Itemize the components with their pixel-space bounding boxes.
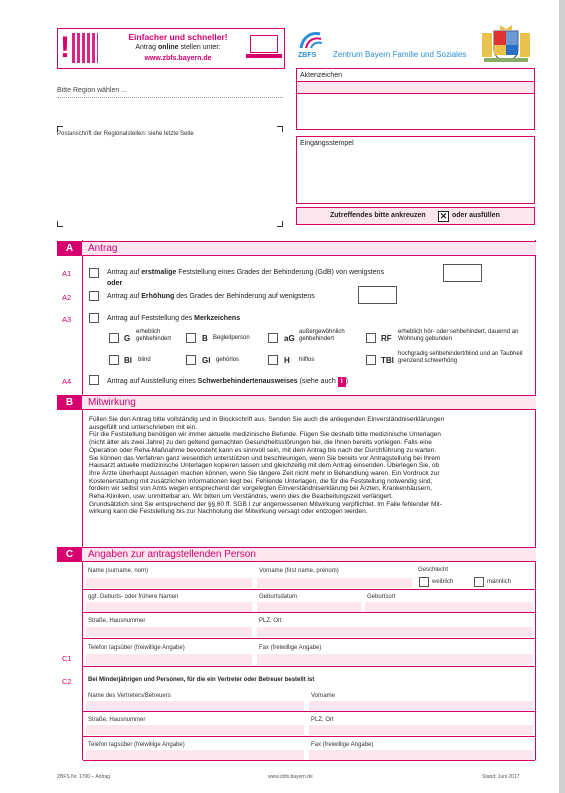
merkzeichen-code: aG bbox=[284, 334, 295, 343]
merkzeichen-code: G bbox=[124, 334, 131, 343]
x-checkbox-icon: ✕ bbox=[439, 211, 448, 221]
name-input[interactable] bbox=[86, 578, 252, 588]
row-divider bbox=[83, 666, 535, 667]
a2-number: A2 bbox=[62, 293, 72, 302]
merkzeichen-desc: gehörlos bbox=[216, 357, 240, 363]
merkzeichen-rf-checkbox[interactable] bbox=[366, 333, 376, 343]
exclamation-icon: ! bbox=[60, 31, 70, 64]
maennlich-checkbox[interactable] bbox=[474, 577, 484, 587]
a4-text: Antrag auf Ausstellung eines Schwerbehindertenausweises (siehe auch i ) bbox=[107, 378, 349, 385]
a1-checkbox[interactable] bbox=[89, 268, 99, 278]
geburtsname-input[interactable] bbox=[86, 602, 252, 612]
address-window-corner bbox=[277, 221, 283, 227]
merkzeichen-gl-checkbox[interactable] bbox=[186, 355, 196, 365]
merkzeichen-desc: blind bbox=[138, 357, 151, 363]
merkzeichen-desc: erheblich hör- oder sehbehindert, dauernd an Wohnung gebunden bbox=[398, 329, 519, 342]
instruction-text-post: oder ausfüllen bbox=[452, 212, 500, 219]
laptop-icon bbox=[250, 35, 278, 53]
mitwirkung-line: ausgefüllt und unterschrieben mit ein. bbox=[89, 423, 198, 431]
footer-form-no: ZBFS Nr. 1700 – Antrag bbox=[57, 774, 111, 780]
aktenzeichen-input[interactable] bbox=[297, 81, 534, 94]
geburtsort-label: Geburtsort bbox=[367, 594, 396, 600]
instruction-bar bbox=[296, 207, 535, 225]
aktenzeichen-label: Aktenzeichen bbox=[300, 72, 343, 79]
merkzeichen-b-checkbox[interactable] bbox=[186, 333, 196, 343]
fax-label: Fax (freiwillige Angabe) bbox=[259, 645, 322, 651]
geburtsname-label: ggf. Geburts- oder frühere Namen bbox=[88, 594, 179, 600]
row-divider bbox=[83, 711, 535, 712]
a2-gdb-input[interactable] bbox=[358, 286, 397, 304]
merkzeichen-code: H bbox=[284, 356, 290, 365]
c1-number: C1 bbox=[62, 654, 72, 663]
address-window-corner bbox=[57, 126, 63, 132]
geburtsdatum-input[interactable] bbox=[257, 602, 361, 612]
footer-stand: Stand: Juni 2017 bbox=[482, 774, 520, 780]
merkzeichen-code: Bl bbox=[124, 356, 132, 365]
vertreter-vorname-label: Vorname bbox=[311, 693, 336, 699]
address-window-corner bbox=[57, 221, 63, 227]
agency-name: Zentrum Bayern Familie und Soziales bbox=[333, 50, 467, 59]
a4-number: A4 bbox=[62, 377, 72, 386]
info-icon: i bbox=[338, 377, 346, 387]
geschlecht-label: Geschlecht bbox=[418, 567, 449, 573]
qr-code-icon bbox=[72, 33, 98, 63]
telefon-input[interactable] bbox=[86, 654, 252, 665]
section-b-letter: B bbox=[57, 395, 82, 410]
c2-heading: Bei Minderjährigen und Personen, für die ein Vertreter oder Betreuer bestellt ist bbox=[88, 677, 315, 683]
weiblich-checkbox[interactable] bbox=[419, 577, 429, 587]
mitwirkung-line: Ihre Ärzte überhaupt Aussagen machen können, wenn Sie längere Zeit nicht mehr in Behandlung waren. Ein Vordruck zur bbox=[89, 469, 440, 477]
a2-checkbox[interactable] bbox=[89, 291, 99, 301]
mitwirkung-line: wirkung kann die Feststellung bis zur Nachholung der Mitwirkung versagt oder entzogen werden. bbox=[89, 508, 368, 516]
promo-online: online bbox=[157, 44, 179, 51]
vertreter-strasse-label: Straße, Hausnummer bbox=[88, 717, 146, 723]
zbfs-logo-text: ZBFS bbox=[298, 52, 317, 59]
a3-checkbox[interactable] bbox=[89, 313, 99, 323]
merkzeichen-code: TBl bbox=[381, 356, 394, 365]
vertreter-plz-input[interactable] bbox=[309, 725, 533, 735]
merkzeichen-ag-checkbox[interactable] bbox=[268, 333, 278, 343]
vertreter-telefon-input[interactable] bbox=[86, 750, 304, 760]
merkzeichen-tbl-checkbox[interactable] bbox=[366, 355, 376, 365]
section-a-title: Antrag bbox=[88, 243, 118, 254]
section-c-title: Angaben zur antragstellenden Person bbox=[88, 549, 256, 560]
merkzeichen-desc: außergewöhnlich gehbehindert bbox=[299, 329, 345, 342]
instruction-text: Zutreffendes bitte ankreuzen bbox=[330, 212, 426, 219]
merkzeichen-desc: Begleitperson bbox=[213, 335, 250, 341]
vertreter-name-input[interactable] bbox=[86, 701, 304, 711]
a4-checkbox[interactable] bbox=[89, 375, 99, 385]
merkzeichen-desc: erheblich gehbehindert bbox=[136, 329, 172, 342]
mitwirkung-line: Grundsätzlich sind Sie entsprechend der §§ 60 ff. SGB I zur angemessenen Mitwirkung verpflichtet. Im Falle fehlender Mit- bbox=[89, 500, 442, 508]
promo-url[interactable]: www.zbfs.bayern.de bbox=[144, 55, 212, 62]
section-c-letter: C bbox=[57, 547, 82, 562]
plz-input[interactable] bbox=[257, 627, 533, 637]
vertreter-plz-label: PLZ, Ort bbox=[311, 717, 334, 723]
merkzeichen-h-checkbox[interactable] bbox=[268, 355, 278, 365]
eingangsstempel-label: Eingangsstempel bbox=[300, 140, 354, 147]
a1-number: A1 bbox=[62, 269, 72, 278]
plz-label: PLZ, Ort bbox=[259, 618, 282, 624]
mitwirkung-line: Reha-Kliniken, usw. unmittelbar an. Wir bitten um Verständnis, wenn dies die Bearbeitungszeit verlängert. bbox=[89, 493, 393, 501]
a1-oder: oder bbox=[107, 280, 123, 287]
section-b-title: Mitwirkung bbox=[88, 397, 136, 408]
online-promo-box bbox=[57, 28, 285, 69]
region-select[interactable]: Bitte Region wählen ... bbox=[57, 84, 283, 98]
vorname-label: Vorname (first name, prénom) bbox=[259, 568, 339, 574]
merkzeichen-code: RF bbox=[381, 334, 392, 343]
section-a-bar bbox=[57, 241, 536, 256]
vertreter-fax-label: Fax (freiwillige Angabe) bbox=[311, 742, 374, 748]
section-a-letter: A bbox=[57, 241, 82, 256]
a3-text: Antrag auf Feststellung des Merkzeichens bbox=[107, 315, 241, 322]
a1-text: Antrag auf erstmalige Feststellung eines Grades der Behinderung (GdB) von wenigstens bbox=[107, 269, 385, 276]
margin-rule bbox=[82, 240, 83, 760]
row-divider bbox=[83, 736, 535, 737]
weiblich-label: weiblich bbox=[432, 579, 454, 585]
vertreter-strasse-input[interactable] bbox=[86, 725, 304, 735]
bavaria-coat-of-arms bbox=[480, 25, 532, 63]
promo-text: Antrag bbox=[135, 44, 158, 51]
geburtsort-input[interactable] bbox=[365, 602, 533, 612]
row-divider bbox=[83, 589, 535, 590]
mitwirkung-line: Füllen Sie den Antrag bitte vollständig und in Blockschrift aus. Senden Sie auch die anliegenden Einverständniserklärungen bbox=[89, 416, 445, 423]
strasse-input[interactable] bbox=[86, 627, 252, 637]
vertreter-vorname-input[interactable] bbox=[309, 701, 533, 711]
mitwirkung-line: (nicht älter als zwei Jahre) zu den geltend gemachten Gesundheitsstörungen bei, die Ihnen bereits vorliegen. Falls eine bbox=[89, 439, 432, 447]
row-divider bbox=[83, 638, 535, 639]
aktenzeichen-field[interactable] bbox=[296, 68, 535, 130]
a2-text: Antrag auf Erhöhung des Grades der Behinderung auf wenigstens bbox=[107, 293, 315, 300]
mitwirkung-line: Operation oder Reha-Maßnahme bevorsteht kann es sinnvoll sein, mit dem Antrag bis nach der Durchführung zu warten. bbox=[89, 446, 437, 454]
telefon-label: Telefon tagsüber (freiwillige Angabe) bbox=[88, 645, 185, 651]
laptop-base-icon bbox=[246, 54, 282, 58]
vertreter-name-label: Name des Vertreters/Betreuers bbox=[88, 693, 171, 699]
fax-input[interactable] bbox=[257, 654, 533, 665]
merkzeichen-g-checkbox[interactable] bbox=[109, 333, 119, 343]
a3-number: A3 bbox=[62, 315, 72, 324]
strasse-label: Straße, Hausnummer bbox=[88, 618, 146, 624]
c2-number: C2 bbox=[62, 677, 72, 686]
footer-url[interactable]: www.zbfs.bayern.de bbox=[268, 774, 313, 780]
mitwirkung-text bbox=[89, 416, 533, 516]
row-divider bbox=[83, 612, 535, 613]
mitwirkung-line: Für die Feststellung benötigen wir immer aktuelle medizinische Befunde. Fügen Sie deshalb bitte medizinische Unterlagen bbox=[89, 431, 441, 439]
vertreter-fax-input[interactable] bbox=[309, 750, 533, 760]
merkzeichen-desc: hilflos bbox=[299, 357, 315, 363]
vertreter-telefon-label: Telefon tagsüber (freiwillige Angabe) bbox=[88, 742, 185, 748]
promo-line bbox=[108, 44, 248, 51]
merkzeichen-bl-checkbox[interactable] bbox=[109, 355, 119, 365]
name-label: Name (surname, nom) bbox=[88, 568, 149, 574]
postal-note: Postanschrift der Regionalstellen: siehe letzte Seite bbox=[57, 131, 194, 137]
right-rule bbox=[535, 240, 536, 760]
mitwirkung-line: fordern wir selbst von Amts wegen entsprechend der vorgelegten Einverständniserklärung bei Ärzten, Krankenhäusern, bbox=[89, 485, 432, 493]
promo-text-rest: stellen unter: bbox=[178, 44, 221, 51]
mitwirkung-line: Kostenerstattung mit zusätzlichen Informationen liegt bei. Fehlende Unterlagen, die für die Feststellung notwendig sind, bbox=[89, 477, 433, 485]
address-window-corner bbox=[277, 126, 283, 132]
a1-gdb-input[interactable] bbox=[443, 264, 482, 282]
merkzeichen-desc: hochgradig sehbehindert/blind und an Taubheit grenzend schwerhörig bbox=[398, 351, 523, 364]
row-divider bbox=[83, 760, 535, 761]
mitwirkung-line: Sie können das Verfahren ganz wesentlich unterstützen und beschleunigen, wenn Sie bereits vor Antragstellung bei Ihrem bbox=[89, 454, 441, 462]
merkzeichen-code: B bbox=[202, 334, 208, 343]
mitwirkung-line: Hausarzt aktuelle medizinische Unterlagen kopieren lassen und gleichzeitig mit dem Antrag einsenden. Überlegen Sie, ob bbox=[89, 462, 440, 470]
promo-title: Einfacher und schneller! bbox=[128, 32, 228, 42]
vorname-input[interactable] bbox=[257, 578, 412, 588]
geburtsdatum-label: Geburtsdatum bbox=[259, 594, 298, 600]
eingangsstempel-field[interactable] bbox=[296, 136, 535, 204]
merkzeichen-code: Gl bbox=[202, 356, 211, 365]
maennlich-label: männlich bbox=[487, 579, 512, 585]
